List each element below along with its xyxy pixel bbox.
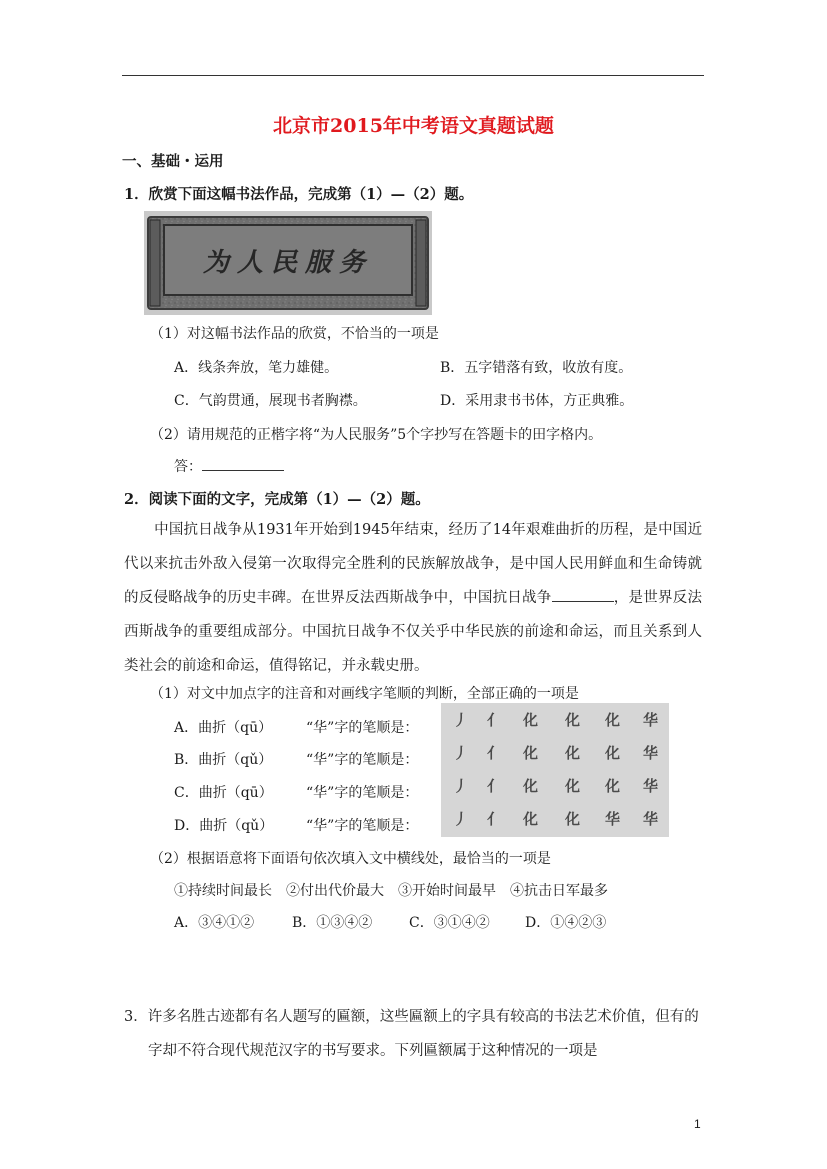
question-1-heading: 1．欣赏下面这幅书法作品，完成第（1）—（2）题。 [124,186,474,203]
answer-label: 答： [174,459,202,475]
q1-option-d: D．采用隶书书体，方正典雅。 [440,393,634,409]
q2-sub1: （1）对文中加点字的注音和对画线字笔顺的判断，全部正确的一项是 [150,686,579,702]
stroke-glyph: 化 [605,711,621,729]
stroke-glyph: 华 [643,711,659,729]
q2-sub2: （2）根据语意将下面语句依次填入文中横线处，最恰当的一项是 [150,851,551,867]
stroke-glyph: 化 [523,711,539,729]
passage-blank [552,601,614,602]
q2-choice-c: C．③①④② [409,915,490,931]
answer-blank[interactable] [202,470,284,471]
stroke-glyph: 华 [643,744,659,762]
stroke-glyph: 化 [523,744,539,762]
section-heading: 一、基础・运用 [122,153,224,170]
q2-option-d: D．曲折（qǔ） [174,818,274,834]
q2-phrases: ①持续时间最长 ②付出代价最大 ③开始时间最早 ④抗击日军最多 [174,883,608,899]
passage [124,513,702,683]
q2-option-b: B．曲折（qǔ） [174,752,273,768]
stroke-glyph: 化 [523,777,539,795]
stroke-glyph: 化 [605,744,621,762]
calligraphy-plaque-image [144,211,432,315]
stroke-row-b [441,738,669,771]
q1-sub1: （1）对这幅书法作品的欣赏，不恰当的一项是 [150,326,439,342]
stroke-glyph: 华 [605,810,621,828]
stroke-glyph: 丿 [453,711,469,729]
q2-choice-a: A．③④①② [174,915,255,931]
q2-choice-d: D．①④②③ [525,915,607,931]
stroke-glyph: 丿 [453,810,469,828]
q2-option-a-stroke: “华”字的笔顺是： [306,720,419,736]
passage-part-2: ，是世界反法西斯战争的重要组成部分。中国抗日战争不仅关乎中华民族的前途和命运，而且关系到人类社会的前途和命运，值得铭记，并永载史册。 [124,590,703,674]
stroke-glyph: 亻 [487,810,503,828]
q2-choice-b: B．①③④② [292,915,373,931]
stroke-glyph: 丿 [453,777,469,795]
stroke-glyph: 化 [565,810,581,828]
stroke-row-c [441,771,669,804]
question-3 [124,1000,702,1068]
q2-option-c-stroke: “华”字的笔顺是： [306,785,419,801]
stroke-glyph: 化 [565,777,581,795]
stroke-glyph: 化 [565,744,581,762]
plaque-text: 为人民服务 [202,248,374,278]
stroke-glyph: 化 [605,777,621,795]
question-3-line-1: 3．许多名胜古迹都有名人题写的匾额，这些匾额上的字具有较高的书法艺术价值，但有的 [124,1009,699,1025]
question-3-line-2: 字却不符合现代规范汉字的书写要求。下列匾额属于这种情况的一项是 [148,1043,598,1059]
stroke-order-image [441,703,669,837]
stroke-glyph: 华 [643,810,659,828]
q2-option-c: C．曲折（qū） [174,785,273,801]
stroke-glyph: 亻 [487,744,503,762]
q2-option-b-stroke: “华”字的笔顺是： [306,752,419,768]
question-2-heading: 2．阅读下面的文字，完成第（1）—（2）题。 [124,491,430,508]
stroke-glyph: 亻 [487,777,503,795]
passage-part-1: 中国抗日战争从1931年开始到1945年结束，经历了14年艰难曲折的历程，是中国近代以来抗击外敌入侵第一次取得完全胜利的民族解放战争，是中国人民用鲜血和生命铸就的反侵略战争的历史丰碑。在世界反法西斯战争中，中国抗日战争 [124,522,702,606]
stroke-row-a [441,705,669,738]
stroke-glyph: 化 [523,810,539,828]
q1-sub2: （2）请用规范的正楷字将“为人民服务”5个字抄写在答题卡的田字格内。 [150,427,603,443]
q1-option-a: A．线条奔放，笔力雄健。 [174,360,339,376]
header-rule [122,75,704,76]
stroke-glyph: 亻 [487,711,503,729]
stroke-glyph: 华 [643,777,659,795]
q1-option-c: C．气韵贯通，展现书者胸襟。 [174,393,367,409]
q2-option-d-stroke: “华”字的笔顺是： [306,818,419,834]
page-number: 1 [694,1117,701,1131]
answer-line[interactable] [174,456,284,476]
q1-option-b: B．五字错落有致，收放有度。 [440,360,633,376]
stroke-glyph: 化 [565,711,581,729]
q2-option-a: A．曲折（qū） [174,720,273,736]
exam-title: 北京市2015年中考语文真题试题 [273,115,554,137]
stroke-glyph: 丿 [453,744,469,762]
stroke-row-d [441,804,669,837]
